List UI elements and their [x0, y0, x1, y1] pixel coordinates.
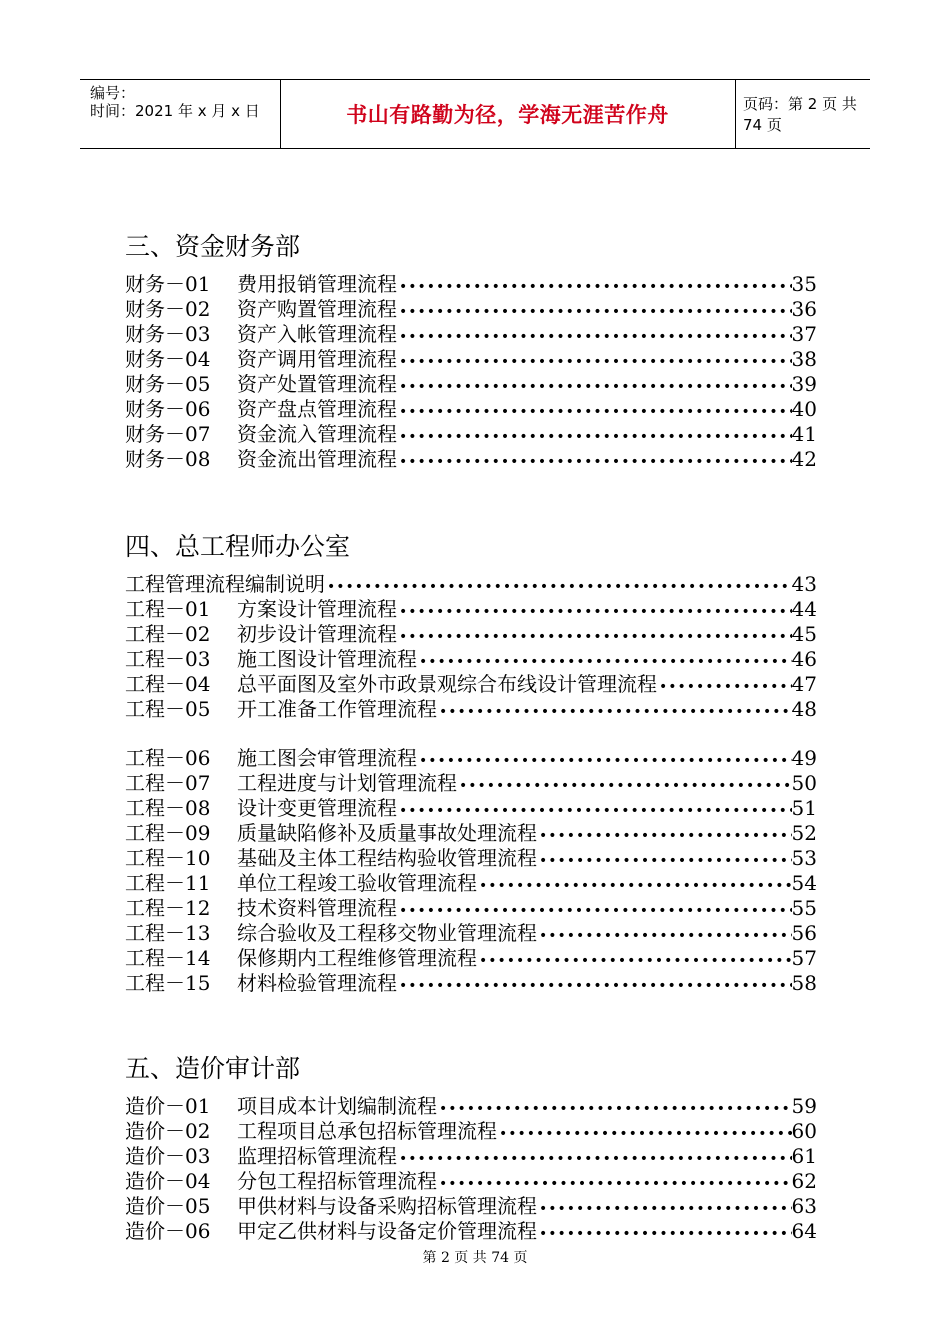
toc-entry-page: 39: [791, 372, 817, 396]
dot-leader: [537, 924, 792, 949]
toc-entry-title: 资产购置管理流程: [237, 297, 397, 321]
toc-entry[interactable]: [125, 1219, 817, 1244]
toc-entry[interactable]: [125, 746, 817, 771]
toc-entry-code: 工程－03: [125, 647, 211, 671]
toc-entry-title: 工程项目总承包招标管理流程: [237, 1119, 497, 1143]
toc-entry-code: 造价－02: [125, 1119, 211, 1143]
toc-entry-title: 费用报销管理流程: [237, 272, 397, 296]
toc-entry[interactable]: [125, 697, 817, 722]
toc-entry-page: 63: [791, 1194, 817, 1218]
dot-leader: [397, 600, 792, 625]
toc-entry-page: 45: [791, 622, 817, 646]
toc-entry-code: 财务－04: [125, 347, 211, 371]
dot-leader: [537, 1197, 792, 1222]
dot-leader: [497, 1122, 792, 1147]
toc-entry-title: 甲供材料与设备采购招标管理流程: [237, 1194, 537, 1218]
toc-entry[interactable]: [125, 597, 817, 622]
toc-entry-page: 61: [791, 1144, 817, 1168]
toc-entry-title: 资产入帐管理流程: [237, 322, 397, 346]
toc-entry-page: 64: [791, 1219, 817, 1243]
toc-entry[interactable]: [125, 1094, 817, 1119]
toc-entry-title: 单位工程竣工验收管理流程: [237, 871, 477, 895]
toc-entry[interactable]: [125, 971, 817, 996]
toc-list-engineering-b: [125, 746, 817, 996]
toc-entry[interactable]: [125, 347, 817, 372]
toc-entry-page: 46: [791, 647, 817, 671]
toc-list-engineering-a: [125, 572, 817, 722]
dot-leader: [397, 1147, 792, 1172]
toc-entry-page: 57: [791, 946, 817, 970]
toc-entry[interactable]: [125, 672, 817, 697]
dot-leader: [537, 824, 792, 849]
toc-entry-page: 58: [791, 971, 817, 995]
toc-entry-page: 41: [791, 422, 817, 446]
toc-entry-page: 44: [791, 597, 817, 621]
toc-entry[interactable]: [125, 447, 817, 472]
header-meta-cell: [80, 80, 281, 148]
dot-leader: [397, 325, 792, 350]
toc-entry-title: 资产调用管理流程: [237, 347, 397, 371]
toc-entry-title: 工程进度与计划管理流程: [237, 771, 457, 795]
toc-entry-page: 59: [791, 1094, 817, 1118]
header-motto: 书山有路勤为径，学海无涯苦作舟: [346, 102, 669, 127]
toc-entry[interactable]: [125, 422, 817, 447]
toc-entry[interactable]: [125, 846, 817, 871]
toc-entry-code: 工程－14: [125, 946, 211, 970]
dot-leader: [397, 350, 792, 375]
toc-entry-title: 施工图设计管理流程: [237, 647, 417, 671]
toc-entry[interactable]: [125, 921, 817, 946]
toc-entry-page: 53: [791, 846, 817, 870]
toc-entry[interactable]: [125, 372, 817, 397]
toc-entry-title: 甲定乙供材料与设备定价管理流程: [237, 1219, 537, 1243]
document-number-label: 编号：: [90, 84, 136, 102]
toc-entry-page: 36: [791, 297, 817, 321]
dot-leader: [397, 625, 792, 650]
toc-entry-title: 项目成本计划编制流程: [237, 1094, 437, 1118]
dot-leader: [657, 675, 792, 700]
section-title-finance: 三、资金财务部: [125, 232, 301, 261]
toc-entry-code: 工程－09: [125, 821, 211, 845]
toc-entry-page: 56: [791, 921, 817, 945]
toc-entry-page: 55: [791, 896, 817, 920]
toc-entry-title: 保修期内工程维修管理流程: [237, 946, 477, 970]
toc-entry-title: 资金流入管理流程: [237, 422, 397, 446]
toc-entry-title: 工程管理流程编制说明: [125, 572, 325, 596]
toc-entry-code: 工程－06: [125, 746, 211, 770]
toc-entry-code: 造价－06: [125, 1219, 211, 1243]
toc-entry-code: 财务－06: [125, 397, 211, 421]
toc-entry-title: 资金流出管理流程: [237, 447, 397, 471]
toc-entry[interactable]: [125, 896, 817, 921]
toc-entry-page: 43: [791, 572, 817, 596]
toc-entry-title: 资产盘点管理流程: [237, 397, 397, 421]
page-header: [80, 79, 870, 149]
toc-entry-code: 工程－07: [125, 771, 211, 795]
toc-entry-title: 初步设计管理流程: [237, 622, 397, 646]
dot-leader: [537, 1222, 792, 1247]
dot-leader: [397, 275, 792, 300]
toc-entry-page: 35: [791, 272, 817, 296]
toc-entry[interactable]: [125, 1169, 817, 1194]
toc-entry-title: 方案设计管理流程: [237, 597, 397, 621]
toc-entry-code: 工程－05: [125, 697, 211, 721]
toc-entry-title: 技术资料管理流程: [237, 896, 397, 920]
toc-entry-title: 设计变更管理流程: [237, 796, 397, 820]
toc-entry[interactable]: [125, 272, 817, 297]
toc-entry-page: 50: [791, 771, 817, 795]
dot-leader: [397, 450, 792, 475]
dot-leader: [477, 949, 792, 974]
toc-entry-code: 工程－11: [125, 871, 211, 895]
toc-entry-code: 财务－01: [125, 272, 211, 296]
toc-entry[interactable]: [125, 297, 817, 322]
toc-entry-code: 财务－08: [125, 447, 211, 471]
toc-entry-code: 工程－15: [125, 971, 211, 995]
toc-entry[interactable]: [125, 1144, 817, 1169]
toc-entry-code: 工程－01: [125, 597, 211, 621]
toc-entry-title: 综合验收及工程移交物业管理流程: [237, 921, 537, 945]
toc-entry-code: 工程－10: [125, 846, 211, 870]
toc-entry-code: 造价－04: [125, 1169, 211, 1193]
toc-entry-title: 基础及主体工程结构验收管理流程: [237, 846, 537, 870]
toc-entry-code: 工程－08: [125, 796, 211, 820]
toc-entry-code: 工程－13: [125, 921, 211, 945]
toc-entry[interactable]: [125, 322, 817, 347]
toc-entry-code: 工程－02: [125, 622, 211, 646]
page-footer: 第 2 页 共 74 页: [422, 1250, 528, 1266]
toc-entry[interactable]: [125, 821, 817, 846]
toc-entry-page: 48: [791, 697, 817, 721]
toc-entry-code: 造价－05: [125, 1194, 211, 1218]
dot-leader: [437, 700, 792, 725]
toc-entry-title: 材料检验管理流程: [237, 971, 397, 995]
toc-entry[interactable]: [125, 397, 817, 422]
toc-entry-title: 施工图会审管理流程: [237, 746, 417, 770]
toc-entry-page: 47: [791, 672, 817, 696]
toc-entry-page: 42: [791, 447, 817, 471]
toc-entry[interactable]: [125, 796, 817, 821]
toc-entry[interactable]: [125, 1194, 817, 1219]
toc-entry-title: 质量缺陷修补及质量事故处理流程: [237, 821, 537, 845]
toc-entry-page: 54: [791, 871, 817, 895]
toc-entry-code: 工程－04: [125, 672, 211, 696]
toc-entry-code: 工程－12: [125, 896, 211, 920]
section-title-cost-audit: 五、造价审计部: [125, 1054, 301, 1083]
dot-leader: [457, 774, 792, 799]
dot-leader: [477, 874, 792, 899]
toc-entry-code: 造价－01: [125, 1094, 211, 1118]
header-motto-cell: [280, 80, 736, 148]
toc-entry-page: 49: [791, 746, 817, 770]
document-date-label: 时间：2021 年 x 月 x 日: [90, 102, 260, 120]
toc-list-cost-audit: [125, 1094, 817, 1244]
toc-entry-page: 40: [791, 397, 817, 421]
toc-entry-title: 监理招标管理流程: [237, 1144, 397, 1168]
toc-list-finance: [125, 272, 817, 472]
toc-entry-title: 资产处置管理流程: [237, 372, 397, 396]
toc-entry-code: 造价－03: [125, 1144, 211, 1168]
toc-entry[interactable]: [125, 871, 817, 896]
toc-entry-title: 总平面图及室外市政景观综合布线设计管理流程: [237, 672, 657, 696]
toc-entry-code: 财务－05: [125, 372, 211, 396]
header-page-info: 页码：第 2 页 共 74 页: [743, 95, 857, 134]
section-title-chief-engineer: 四、总工程师办公室: [125, 532, 351, 561]
toc-entry-code: 财务－07: [125, 422, 211, 446]
toc-entry-intro[interactable]: [125, 572, 817, 597]
toc-entry-title: 分包工程招标管理流程: [237, 1169, 437, 1193]
toc-entry-page: 37: [791, 322, 817, 346]
dot-leader: [397, 425, 792, 450]
header-page-cell: [735, 80, 870, 148]
toc-entry-page: 38: [791, 347, 817, 371]
toc-entry-code: 财务－03: [125, 322, 211, 346]
toc-entry-code: 财务－02: [125, 297, 211, 321]
toc-entry-page: 52: [791, 821, 817, 845]
dot-leader: [397, 375, 792, 400]
dot-leader: [397, 300, 792, 325]
toc-entry[interactable]: [125, 771, 817, 796]
toc-entry[interactable]: [125, 946, 817, 971]
toc-entry-page: 51: [791, 796, 817, 820]
toc-entry-page: 62: [791, 1169, 817, 1193]
dot-leader: [397, 974, 792, 999]
toc-entry[interactable]: [125, 647, 817, 672]
toc-entry-page: 60: [791, 1119, 817, 1143]
toc-entry[interactable]: [125, 622, 817, 647]
dot-leader: [397, 400, 792, 425]
dot-leader: [537, 849, 792, 874]
toc-entry[interactable]: [125, 1119, 817, 1144]
toc-entry-title: 开工准备工作管理流程: [237, 697, 437, 721]
dot-leader: [417, 749, 792, 774]
